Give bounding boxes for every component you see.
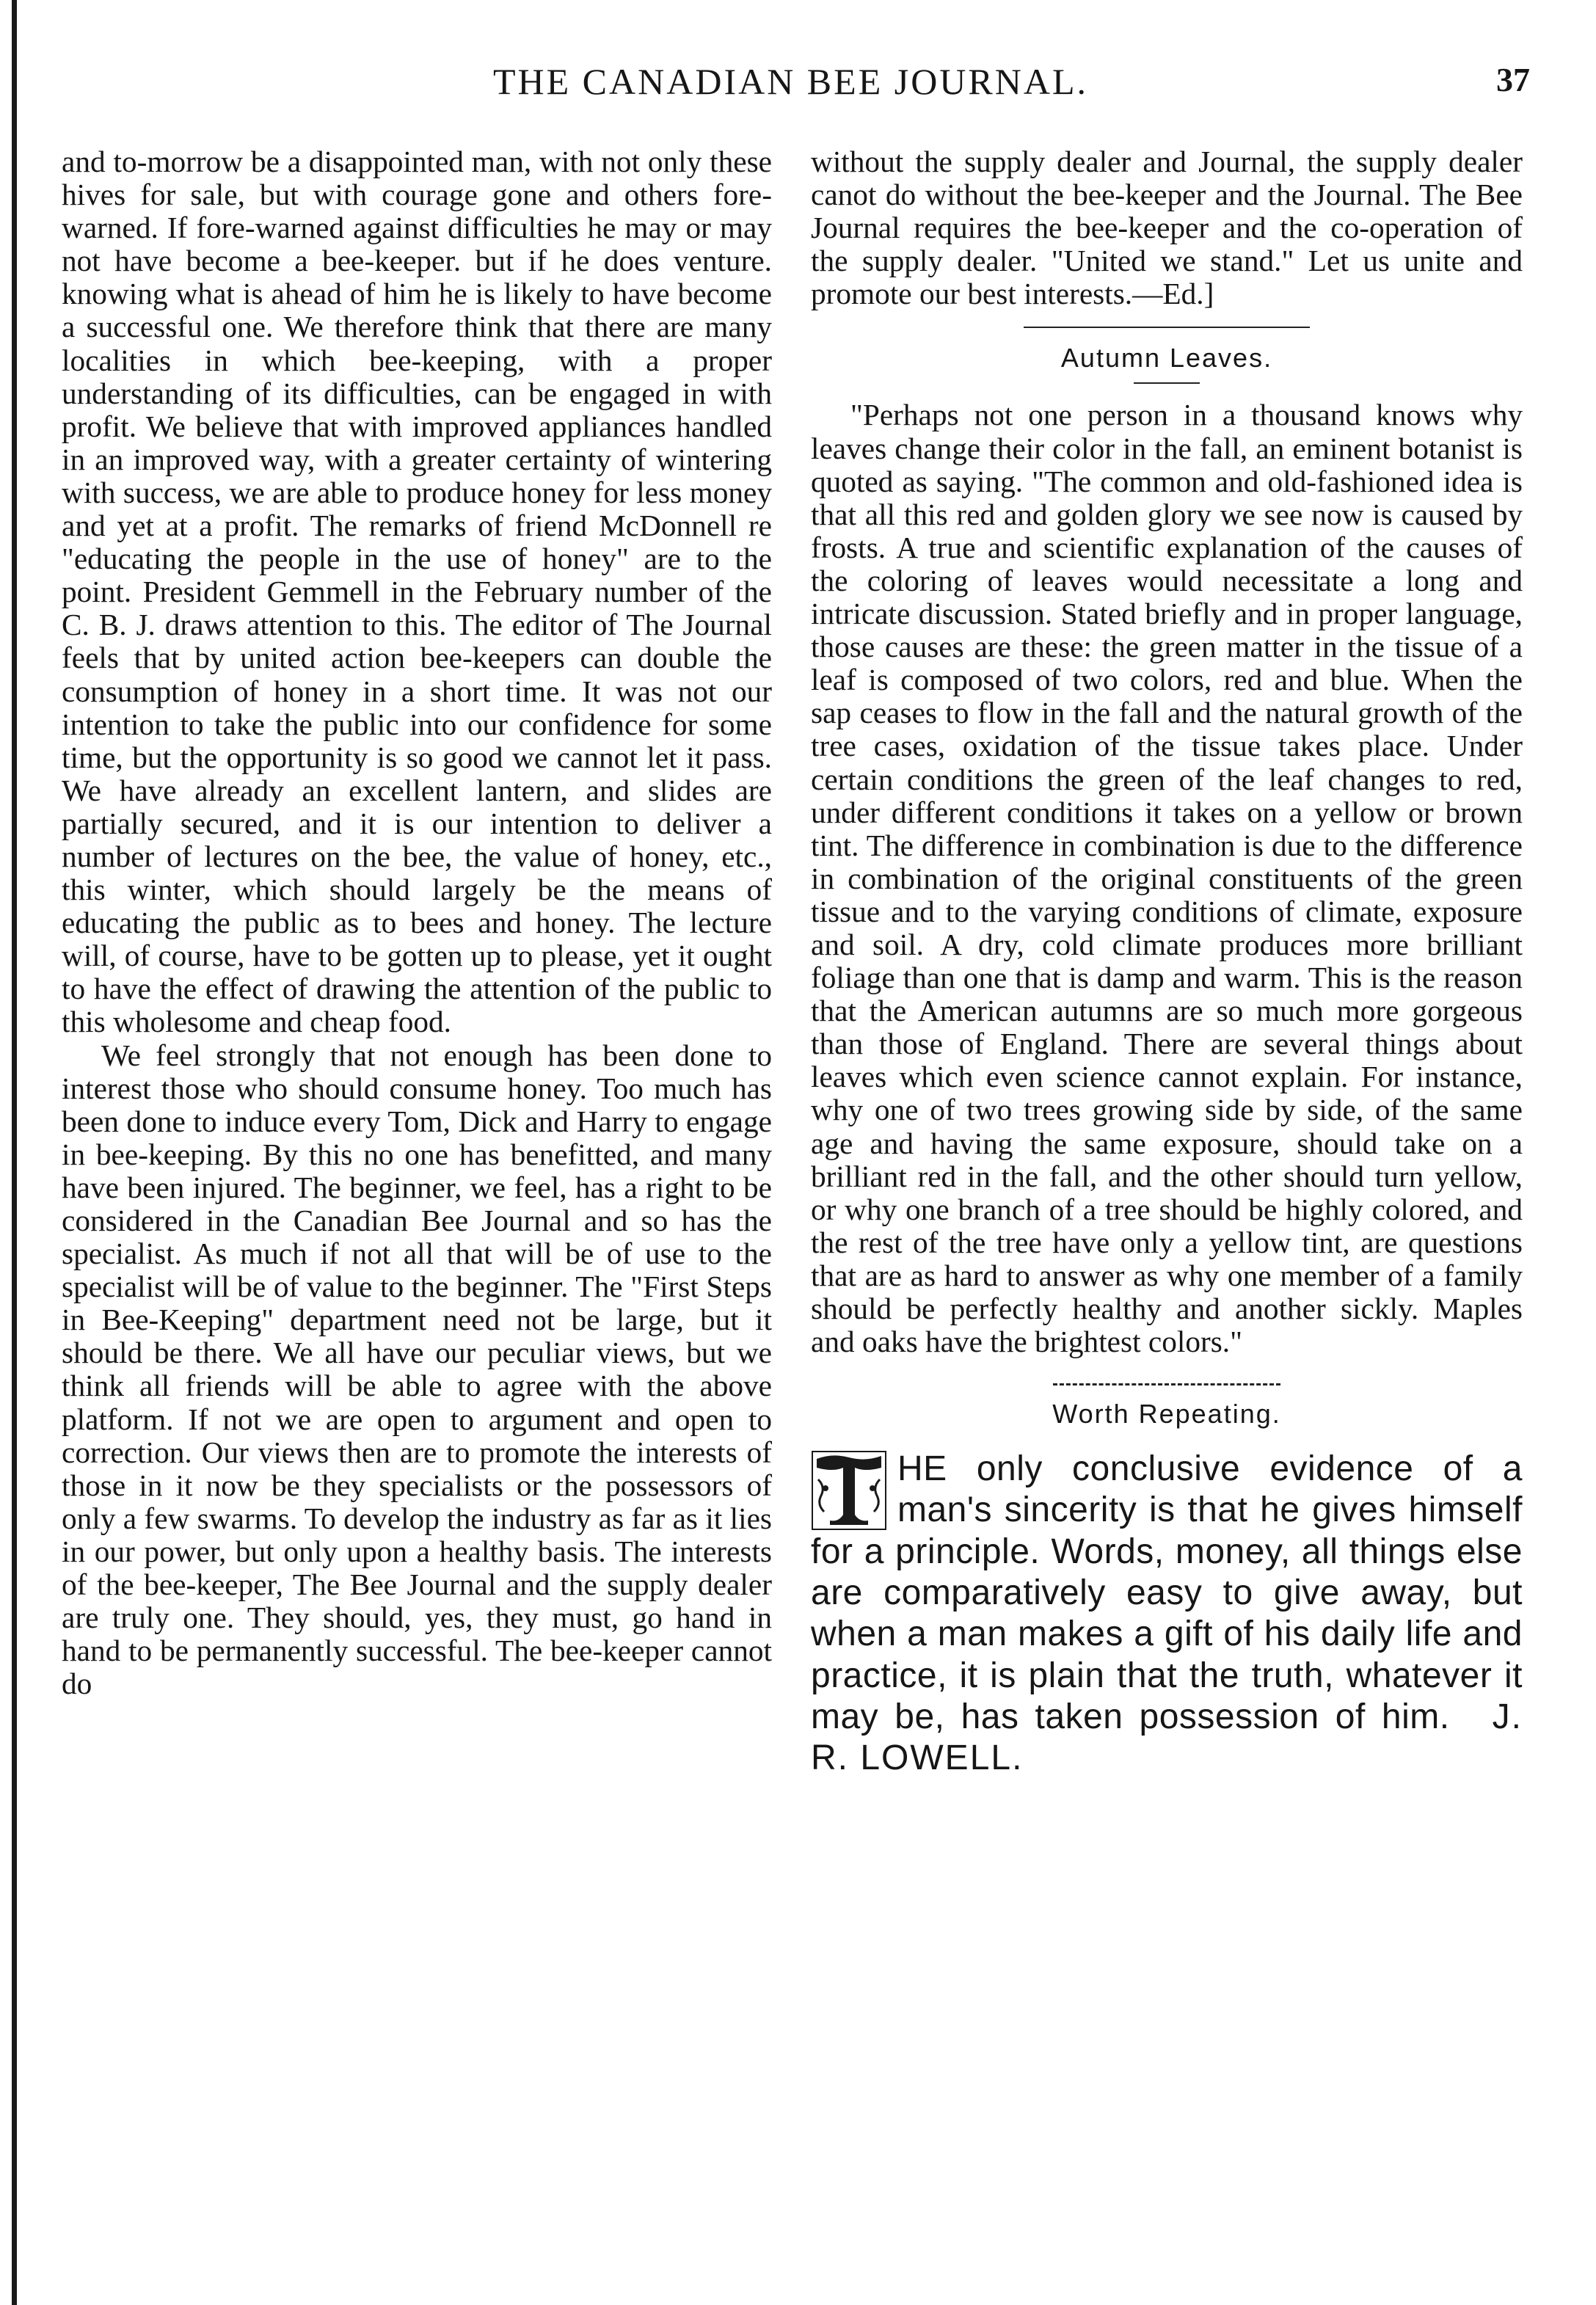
page-number: 37 (1496, 61, 1530, 98)
left-column (62, 145, 772, 1700)
article-body: "Perhaps not one person in a thousand knows why leaves change their color in the fall, an eminent botanist is quoted as saying. "The common and old-fashioned idea is that all this red and golden glory we see now is caused by frosts. A true and scientific explanation of the causes of the coloring of leaves would necessitate a long and intricate discussion. Stated briefly and in proper language, those causes are these: the green matter in the tissue of a leaf is composed of two colors, red and blue. When the sap ceases to flow in the fall and the natural growth of the tree cases, oxidation of the tissue takes place. Under certain conditions the green of the leaf changes to red, under different conditions it takes on a yellow or brown tint. The difference in combination is due to the difference in combination of the original constituents of the green tissue and to the varying conditions of climate, exposure and soil. A dry, cold climate produces more brilliant foliage than one that is damp and warm. This is the reason that the American autumns are so much more gorgeous than those of England. There are several things about leaves which even science cannot explain. For instance, why one of two trees growing side by side, of the same age and having the same exposure, should take on a brilliant red in the fall, and the other should turn yellow, or why one branch of a tree should be highly colored, and the rest of the tree have only a yellow tint, are questions that are as hard to answer as why one member of a family should be perfectly healthy and another sickly. Maples and oaks have the brightest colors." (811, 398, 1523, 1359)
editorial-paragraph-1: and to-morrow be a disappointed man, with not only these hives for sale, but with courage gone and others fore-warned. If fore-warned against difficulties he may or may not have become a bee-keeper. but if he does venture. knowing what is ahead of him he is likely to have become a successful one. We therefore think that there are many localities in which bee-keeping, with a proper understanding of its difficulties, can be engaged in with profit. We believe that with improved appliances handled in an improved way, with a greater certainty of wintering with success, we are able to produce honey for less money and yet at a profit. The remarks of friend McDonnell re "educating the people in the use of honey" are to the point. President Gemmell in the February number of the C. B. J. draws attention to this. The editor of The Journal feels that by united action bee-keepers can double the consumption of honey in a short time. It was not our intention to take the public into our confidence for some time, but the opportunity is so good we cannot let it pass. We have already an excellent lantern, and slides are partially secured, and it is our intention to deliver a number of lectures on the bee, the value of honey, etc., this winter, which should largely be the means of educating the public as to bees and honey. The lecture will, of course, have to be gotten up to please, yet it ought to have the effect of drawing the attention of the public to this wholesome and cheap food. (62, 145, 772, 1039)
page-edge-rule (12, 0, 17, 2305)
section-divider-dashed (1053, 1383, 1280, 1385)
svg-text:T: T (848, 1496, 850, 1497)
lowell-quote (811, 1449, 1523, 1779)
editorial-paragraph-2: We feel strongly that not enough has been done to interest those who should consume honey. Too much has been done to induce every Tom, Dick and Harry to engage in bee-keeping. By this no one has benefitted, and many have been injured. The beginner, we feel, has a right to be considered in the Canadian Bee Journal and so has the specialist. As much if not all that will be of use to the specialist will be of value to the beginner. The "First Steps in Bee-Keeping" department need not be large, but it should be there. We all have our peculiar views, but we think all friends will be able to agree with the above platform. If not we are open to argument and open to correction. Our views then are to promote the interests of those in it now be they specialists or the possessors of only a few swarms. To develop the industry as far as it lies in our power, but only upon a healthy basis. The interests of the bee-keeper, The Bee Journal and the supply dealer are truly one. They should, yes, they must, go hand in hand to be permanently successful. The bee-keeper cannot do (62, 1038, 772, 1701)
worth-repeating-article (811, 1396, 1523, 1779)
autumn-leaves-article (811, 340, 1523, 1358)
editorial-continuation: without the supply dealer and Journal, the supply dealer canot do without the bee-keeper and the Journal. The Bee Journal requires the bee-keeper and the co-operation of the supply dealer. "United we stand." Let us unite and promote our best interests.—Ed.] (811, 145, 1523, 311)
article-heading: Autumn Leaves. (1060, 343, 1273, 374)
page-header (51, 60, 1530, 112)
heading-rule (1134, 382, 1200, 384)
quote-text: HE only conclusive evidence of a man's sincerity is that he gives himself for a principle. Words, money, all things else are comparatively easy to give away, but when a man makes a gift of his daily life and practice, it is plain that the truth, whatever it may be, has taken possession of him. (811, 1449, 1523, 1736)
section-divider (1024, 327, 1310, 328)
ornamental-dropcap-icon (811, 1450, 887, 1531)
article-heading: Worth Repeating. (1052, 1399, 1281, 1430)
journal-title: THE CANADIAN BEE JOURNAL. (492, 61, 1089, 102)
quote-signature: J. R. LOWELL. (811, 1697, 1523, 1778)
right-column (811, 145, 1523, 1780)
